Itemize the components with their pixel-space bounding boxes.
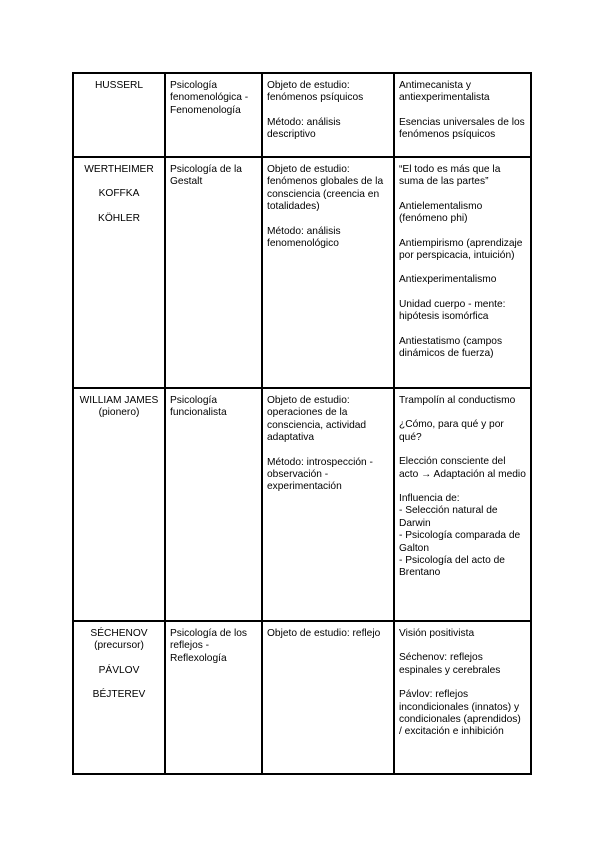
school-name: Psicología de la Gestalt	[170, 164, 242, 188]
object-cell	[262, 388, 394, 621]
school-cell	[165, 73, 262, 157]
method-text: Método: introspección - observación - experimentación	[267, 456, 373, 493]
author-name: WERTHEIMER	[84, 164, 154, 175]
table-row	[73, 621, 531, 774]
trait-text: Esencias universales de los fenómenos psíquicos	[399, 116, 525, 141]
object-text: Objeto de estudio: fenómenos psíquicos	[267, 80, 364, 104]
traits-cell	[394, 157, 531, 388]
school-cell	[165, 621, 262, 774]
traits-cell	[394, 621, 531, 774]
author-name: PÁVLOV	[98, 664, 140, 676]
author-cell	[73, 621, 165, 774]
object-text: Objeto de estudio: reflejo	[267, 628, 381, 639]
table-row	[73, 157, 531, 388]
object-text: Objeto de estudio: fenómenos globales de la consciencia (creencia en totalidades)	[267, 164, 384, 213]
author-name: KOFFKA	[98, 188, 140, 200]
author-name: BÉJTEREV	[92, 689, 146, 701]
trait-text: Pávlov: reflejos incondicionales (innatos) y condicionales (aprendidos) / excitación e inhibición	[399, 689, 521, 738]
trait-text: Séchenov: reflejos espinales y cerebrales	[399, 652, 501, 676]
author-name: HUSSERL	[94, 80, 144, 91]
trait-text: ¿Cómo, para qué y por qué?	[399, 419, 504, 443]
trait-text: Antiestatismo (campos dinámicos de fuerza)	[399, 335, 503, 360]
traits-cell	[394, 388, 531, 621]
author-name: KÖHLER	[98, 212, 140, 224]
object-text: Objeto de estudio: operaciones de la consciencia, actividad adaptativa	[267, 395, 367, 444]
school-name: Psicología funcionalista	[170, 395, 227, 419]
method-text: Método: análisis fenomenológico	[267, 225, 341, 250]
object-cell	[262, 621, 394, 774]
trait-text: Unidad cuerpo - mente: hipótesis isomórfica	[399, 298, 506, 323]
school-name: Psicología fenomenológica - Fenomenología	[170, 80, 249, 116]
author-cell	[73, 157, 165, 388]
table-row	[73, 388, 531, 621]
school-cell	[165, 157, 262, 388]
object-cell	[262, 73, 394, 157]
author-name: WILLIAM JAMES (pionero)	[79, 395, 159, 419]
traits-cell	[394, 73, 531, 157]
method-text: Método: análisis descriptivo	[267, 116, 341, 141]
table-row	[73, 73, 531, 157]
object-cell	[262, 157, 394, 388]
trait-text: Trampolín al conductismo	[399, 395, 516, 406]
trait-text: Antielementalismo (fenómeno phi)	[399, 200, 483, 225]
trait-text: Influencia de: - Selección natural de Darwin - Psicología comparada de Galton - Psicología del acto de Brentano	[399, 493, 521, 579]
trait-text: Antiempirismo (aprendizaje por perspicacia, intuición)	[399, 237, 523, 262]
school-cell	[165, 388, 262, 621]
trait-text: Antimecanista y antiexperimentalista	[399, 80, 490, 104]
schools-table	[72, 72, 532, 775]
school-name: Psicología de los reflejos - Reflexología	[170, 628, 248, 664]
author-cell	[73, 388, 165, 621]
trait-text: “El todo es más que la suma de las partes”	[399, 164, 501, 188]
trait-text: Elección consciente del acto → Adaptación al medio	[399, 456, 526, 480]
author-cell	[73, 73, 165, 157]
author-name: SÉCHENOV (precursor)	[90, 628, 148, 652]
trait-text: Visión positivista	[399, 628, 475, 639]
trait-text: Antiexperimentalismo	[399, 274, 497, 286]
